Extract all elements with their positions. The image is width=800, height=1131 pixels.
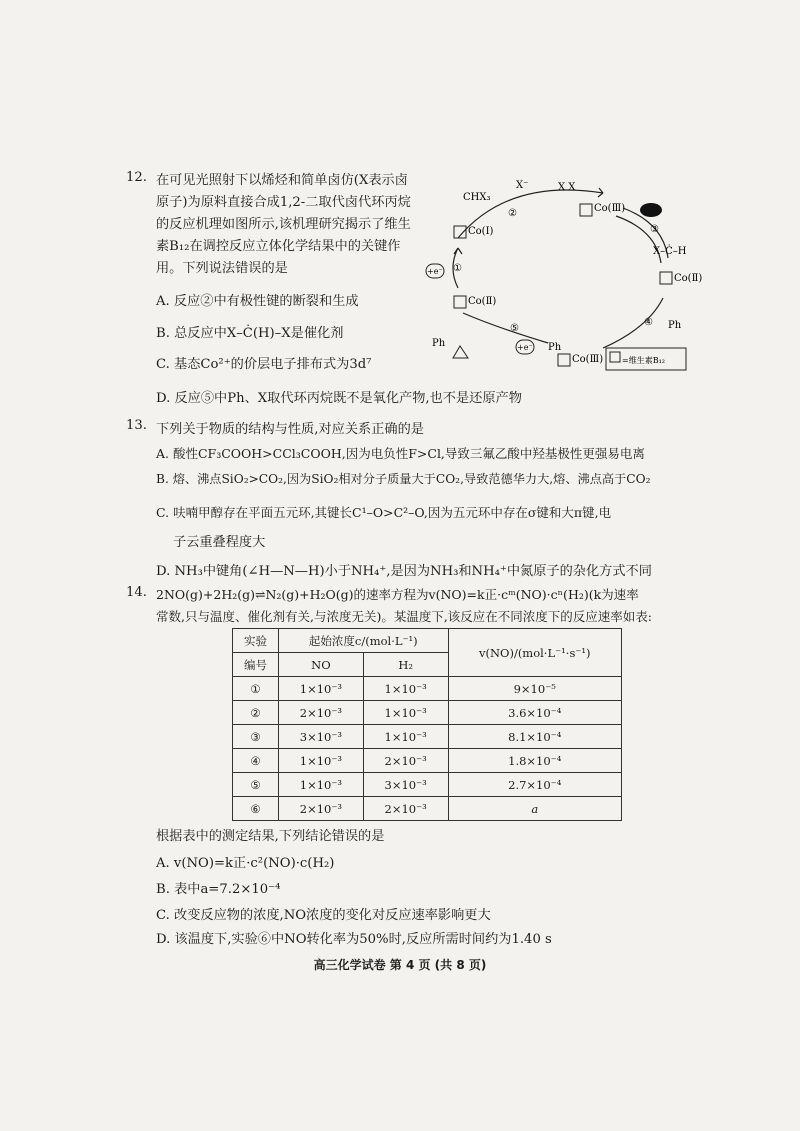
- q13-option-c-cont: 子云重叠程度大: [173, 535, 266, 550]
- q14-number: 14.: [126, 585, 147, 600]
- rate-table: [232, 628, 622, 821]
- cell-id: ⑤: [233, 773, 279, 797]
- cell-rate: 9×10⁻⁵: [448, 677, 621, 701]
- chx3-label: CHX₃: [463, 192, 491, 203]
- cell-id: ①: [233, 677, 279, 701]
- q13-stem: 下列关于物质的结构与性质,对应关系正确的是: [156, 422, 424, 437]
- q14-after: 根据表中的测定结果,下列结论错误的是: [156, 829, 385, 844]
- cell-h2: 3×10⁻³: [363, 773, 448, 797]
- table-row: [233, 677, 622, 701]
- corrin-box-co3-bottom: [558, 354, 570, 366]
- arc-step-5: [463, 313, 548, 343]
- cell-h2: 2×10⁻³: [363, 749, 448, 773]
- co1-label: Co(Ⅰ): [468, 226, 494, 237]
- table-row: [233, 725, 622, 749]
- step-5-label: ⑤: [510, 323, 519, 334]
- q13-option-a: A. 酸性CF₃COOH>CCl₃COOH,因为电负性F>Cl,导致三氟乙酸中羟基极性更强易电离: [156, 446, 645, 461]
- dihalo-label: X X: [558, 182, 576, 193]
- q14-stem-line-1: 2NO(g)+2H₂(g)⇌N₂(g)+H₂O(g)的速率方程为v(NO)=k正·cᵐ(NO)·cⁿ(H₂)(k为速率: [156, 587, 639, 602]
- cell-id: ③: [233, 725, 279, 749]
- q14-option-c: C. 改变反应物的浓度,NO浓度的变化对反应速率影响更大: [156, 908, 491, 923]
- cell-no: 1×10⁻³: [279, 749, 364, 773]
- th-rate: v(NO)/(mol·L⁻¹·s⁻¹): [448, 629, 621, 677]
- table-row: [233, 749, 622, 773]
- cell-rate: 2.7×10⁻⁴: [448, 773, 621, 797]
- th-experiment: 实验: [233, 629, 279, 653]
- q13-number: 13.: [126, 418, 147, 433]
- x-minus-label: X⁻: [516, 180, 529, 191]
- th-no: NO: [279, 653, 364, 677]
- corrin-box-co3-top: [580, 204, 592, 216]
- legend-text: =维生素B₁₂: [622, 356, 665, 365]
- cell-id: ②: [233, 701, 279, 725]
- q14-option-b: B. 表中a=7.2×10⁻⁴: [156, 882, 281, 897]
- cell-h2: 2×10⁻³: [363, 797, 448, 821]
- light-icon: [640, 203, 662, 217]
- ph-alkene-label: Ph: [668, 320, 682, 331]
- cell-no: 1×10⁻³: [279, 677, 364, 701]
- q14-option-d: D. 该温度下,实验⑥中NO转化率为50%时,反应所需时间约为1.40 s: [156, 932, 552, 947]
- q12-number: 12.: [126, 170, 147, 185]
- electron-label-1: +e⁻: [427, 267, 443, 276]
- cell-no: 3×10⁻³: [279, 725, 364, 749]
- q14-option-a: A. v(NO)=k正·c²(NO)·c(H₂): [156, 856, 335, 871]
- cell-no: 1×10⁻³: [279, 773, 364, 797]
- q13-option-d: D. NH₃中键角(∠H—N—H)小于NH₄⁺,是因为NH₃和NH₄⁺中氮原子的杂化方式不同: [156, 564, 652, 579]
- table-row: [233, 773, 622, 797]
- product-ph-label: Ph: [432, 338, 446, 349]
- arrowhead-1: [454, 248, 462, 254]
- q12-stem-line-2: 原子)为原料直接合成1,2-二取代卤代环丙烷: [156, 195, 411, 210]
- cell-rate: 1.8×10⁻⁴: [448, 749, 621, 773]
- page-footer: 高三化学试卷 第 4 页 (共 8 页): [313, 958, 487, 972]
- radical-label: X–Ċ–H: [653, 246, 687, 257]
- step-3-label: ③: [650, 224, 659, 235]
- cell-id: ④: [233, 749, 279, 773]
- step-2-label: ②: [508, 208, 517, 219]
- q12-option-b: B. 总反应中X–Ċ(H)–X是催化剂: [156, 326, 344, 341]
- q12-stem-line-3: 的反应机理如图所示,该机理研究揭示了维生: [156, 217, 411, 232]
- alkyl-co3-ph-label: Ph: [548, 342, 562, 353]
- co2-right-label: Co(Ⅱ): [674, 273, 703, 284]
- cyclopropane-product: [453, 346, 468, 358]
- q12-option-c: C. 基态Co²⁺的价层电子排布式为3d⁷: [156, 357, 372, 372]
- cell-rate: 3.6×10⁻⁴: [448, 701, 621, 725]
- cell-h2: 1×10⁻³: [363, 725, 448, 749]
- cell-no: 2×10⁻³: [279, 701, 364, 725]
- legend-corrin-icon: [610, 352, 620, 362]
- q12-stem: [156, 170, 411, 280]
- cell-rate: 8.1×10⁻⁴: [448, 725, 621, 749]
- step-1-label: ①: [453, 263, 462, 274]
- q12-stem-line-1: 在可见光照射下以烯烃和简单卤仿(X表示卤: [156, 173, 408, 188]
- q12-stem-line-5: 用。下列说法错误的是: [156, 261, 288, 276]
- co3-bottom-label: Co(Ⅲ): [572, 354, 604, 365]
- cell-rate: a: [448, 797, 621, 821]
- th-number: 编号: [233, 653, 279, 677]
- cell-no: 2×10⁻³: [279, 797, 364, 821]
- step-4-label: ④: [644, 317, 653, 328]
- cell-h2: 1×10⁻³: [363, 677, 448, 701]
- q12-option-d: D. 反应⑤中Ph、X取代环丙烷既不是氧化产物,也不是还原产物: [156, 391, 522, 406]
- catalytic-cycle-diagram: [418, 168, 718, 408]
- co3-label: Co(Ⅲ): [594, 203, 626, 214]
- th-h2: H₂: [363, 653, 448, 677]
- table-row: [233, 797, 622, 821]
- corrin-box-co2-right: [660, 272, 672, 284]
- q14-stem-line-2: 常数,只与温度、催化剂有关,与浓度无关)。某温度下,该反应在不同浓度下的反应速率如表:: [156, 609, 653, 624]
- th-initial-conc: 起始浓度c/(mol·L⁻¹): [279, 629, 448, 653]
- q12-option-a: A. 反应②中有极性键的断裂和生成: [156, 294, 359, 309]
- q12-stem-line-4: 素B₁₂在调控反应立体化学结果中的关键作: [156, 239, 401, 254]
- arc-step-4: [603, 298, 663, 348]
- electron-label-2: +e⁻: [517, 343, 533, 352]
- co2-left-label: Co(Ⅱ): [468, 296, 497, 307]
- cell-id: ⑥: [233, 797, 279, 821]
- corrin-box-co2-left: [454, 296, 466, 308]
- q13-option-b: B. 熔、沸点SiO₂>CO₂,因为SiO₂相对分子质量大于CO₂,导致范德华力大,熔、沸点高于CO₂: [156, 472, 651, 486]
- table-row: [233, 701, 622, 725]
- q13-option-c: C. 呋喃甲醇存在平面五元环,其键长C¹–O>C²–O,因为五元环中存在σ键和大π键,电: [156, 505, 612, 520]
- cell-h2: 1×10⁻³: [363, 701, 448, 725]
